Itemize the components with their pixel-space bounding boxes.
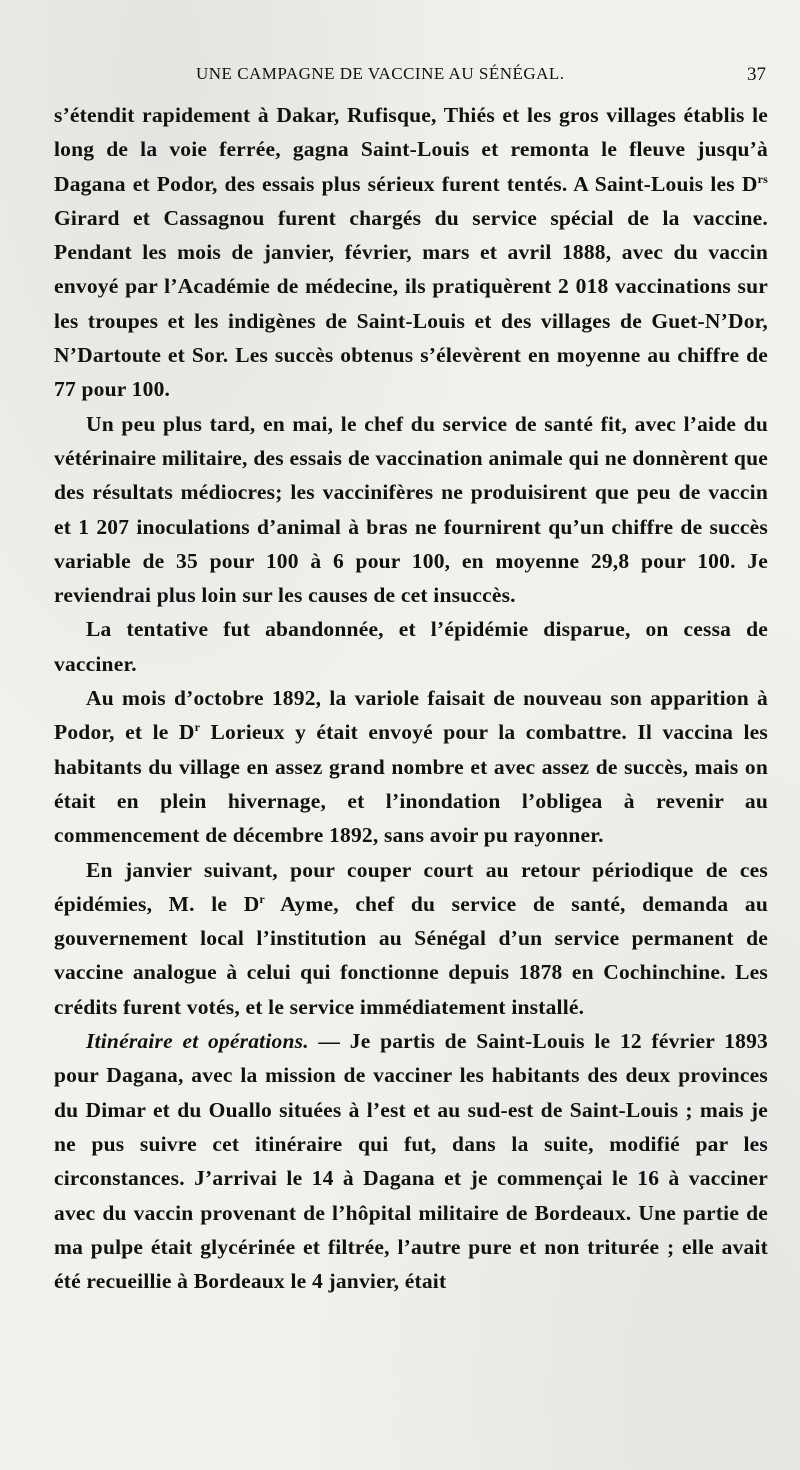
paragraph bbox=[54, 681, 768, 852]
text-segment: Un peu plus tard, en mai, le chef du service de santé fit, avec l’aide du vétérinaire militaire, des essais de vaccination animale qui ne donnèrent que des résultats médiocres; les vaccinifères ne produisirent que peu de vaccin et 1 207 inoculations d’animal à bras ne fournirent qu’un chiffre de succès variable de 35 pour 100 à 6 pour 100, en moyenne 29,8 pour 100. Je reviendrai plus loin sur les causes de cet insuccès. bbox=[54, 411, 768, 608]
section-heading-inline: Itinéraire et opérations. bbox=[86, 1029, 309, 1054]
paragraph bbox=[54, 612, 768, 681]
text-segment: s’étendit rapidement à Dakar, Rufisque, Thiés et les gros villages établis le long de la voie ferrée, gagna Saint-Louis et remonta le fleuve jusqu’à Dagana et Podor, des essais plus sérieux furent tentés. A Saint-Louis les D bbox=[54, 103, 768, 196]
body-text bbox=[54, 98, 768, 1298]
text-segment: Au mois d’octobre 1892, la variole faisait de nouveau son apparition à Podor, et le D bbox=[54, 686, 768, 745]
superscript: r bbox=[194, 720, 201, 735]
paragraph bbox=[54, 853, 768, 1024]
text-segment: Girard et Cassagnou furent chargés du service spécial de la vaccine. Pendant les mois de janvier, février, mars et avril 1888, avec du vaccin envoyé par l’Académie de médecine, ils pratiquèrent 2 018 vaccinations sur les troupes et les indigènes de Saint-Louis et des villages de Guet-N’Dor, N’Dartoute et Sor. Les succès obtenus s’élevèrent en moyenne au chiffre de 77 pour 100. bbox=[54, 205, 768, 402]
page-header bbox=[54, 60, 768, 90]
superscript: rs bbox=[757, 171, 768, 186]
page-number: 37 bbox=[747, 64, 766, 85]
text-segment: En janvier suivant, pour couper court au retour périodique de ces épidémies, M. le D bbox=[54, 857, 768, 916]
text-segment: Ayme, chef du service de santé, demanda au gouvernement local l’institution au Sénégal d’un service permanent de vaccine analogue à celui qui fonctionne depuis 1878 en Cochinchine. Les crédits furent votés, et le service immédiatement installé. bbox=[54, 891, 769, 1019]
text-segment: La tentative fut abandonnée, et l’épidémie disparue, on cessa de vacciner. bbox=[54, 617, 768, 676]
paragraph bbox=[54, 407, 768, 613]
paragraph bbox=[54, 1024, 768, 1298]
paragraph bbox=[54, 98, 768, 407]
running-title: UNE CAMPAGNE DE VACCINE AU SÉNÉGAL. bbox=[196, 64, 565, 83]
text-segment: Lorieux y était envoyé pour la combattre. Il vaccina les habitants du village en assez grand nombre et avec assez de succès, mais on était en plein hivernage, et l’inondation l’obligea à revenir au commencement de décembre 1892, sans avoir pu rayonner. bbox=[54, 720, 768, 848]
superscript: r bbox=[259, 891, 265, 906]
text-segment: — Je partis de Saint-Louis le 12 février 1893 pour Dagana, avec la mission de vacciner les habitants des deux provinces du Dimar et du Ouallo situées à l’est et au sud-est de Saint-Louis ; mais je ne pus suivre cet itinéraire qui fut, dans la suite, modifié par les circonstances. J’arrivai le 14 à Dagana et je commençai le 16 à vacciner avec du vaccin provenant de l’hôpital militaire de Bordeaux. Une partie de ma pulpe était glycérinée et filtrée, l’autre pure et non triturée ; elle avait été recueillie à Bordeaux le 4 janvier, était bbox=[54, 1029, 768, 1294]
